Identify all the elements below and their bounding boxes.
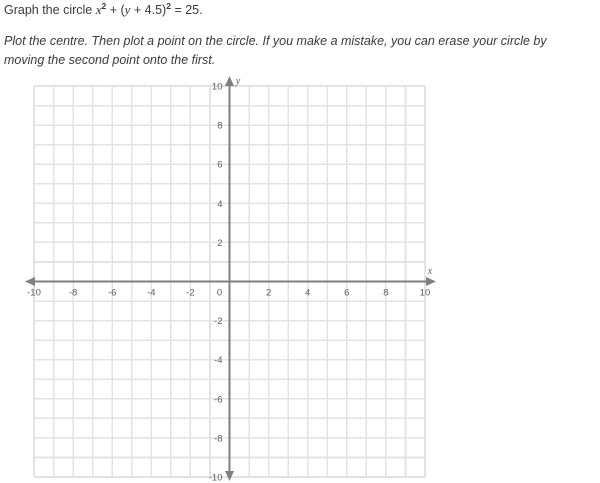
equation-mid-2: + 4.5) [130, 3, 167, 17]
equation-tail: = 25. [170, 3, 203, 17]
equation-exponent-2: 2 [166, 0, 171, 11]
x-tick-label: 2 [265, 287, 272, 299]
y-tick-label: 4 [217, 198, 223, 210]
x-tick-label: 0 [216, 287, 223, 299]
y-tick-label: 8 [217, 120, 223, 132]
x-tick-label: -6 [107, 287, 117, 299]
equation-exponent-1: 2 [101, 0, 107, 11]
x-axis-arrow-left-icon [25, 277, 35, 286]
x-tick-label: -10 [27, 287, 41, 299]
x-axis-label: x [427, 266, 433, 277]
x-tick-label: 10 [419, 287, 431, 299]
y-tick-label: -4 [214, 355, 223, 367]
x-tick-label: 8 [383, 287, 389, 299]
y-tick-label: -2 [214, 316, 223, 328]
x-tick-label: 6 [344, 287, 350, 299]
x-axis-arrow-right-icon [426, 277, 436, 286]
x-tick-label: 4 [305, 287, 311, 299]
y-axis-label: y [235, 76, 241, 87]
y-axis-arrow-up-icon [225, 76, 234, 86]
axes [25, 76, 436, 481]
x-tick-label: -8 [68, 287, 78, 299]
y-tick-label: 10 [211, 81, 223, 93]
y-axis-arrow-down-icon [225, 471, 234, 481]
x-tick-label: -2 [186, 287, 195, 299]
y-tick-label: -6 [214, 394, 223, 406]
y-tick-label: 2 [217, 237, 223, 249]
y-tick-label: 6 [217, 159, 223, 171]
y-tick-label: -8 [214, 433, 223, 445]
y-tick-label: -10 [208, 472, 223, 483]
x-tick-label: -4 [147, 287, 156, 299]
equation-variable-y: y [124, 2, 131, 17]
equation-mid: + ( [106, 3, 125, 17]
problem-lead: Graph the circle [4, 3, 93, 17]
equation-variable-x: x [95, 2, 102, 17]
instructions-text: Plot the centre. Then plot a point on the circle. If you make a mistake, you can erase your circle by moving the second point onto the first. [4, 34, 547, 67]
